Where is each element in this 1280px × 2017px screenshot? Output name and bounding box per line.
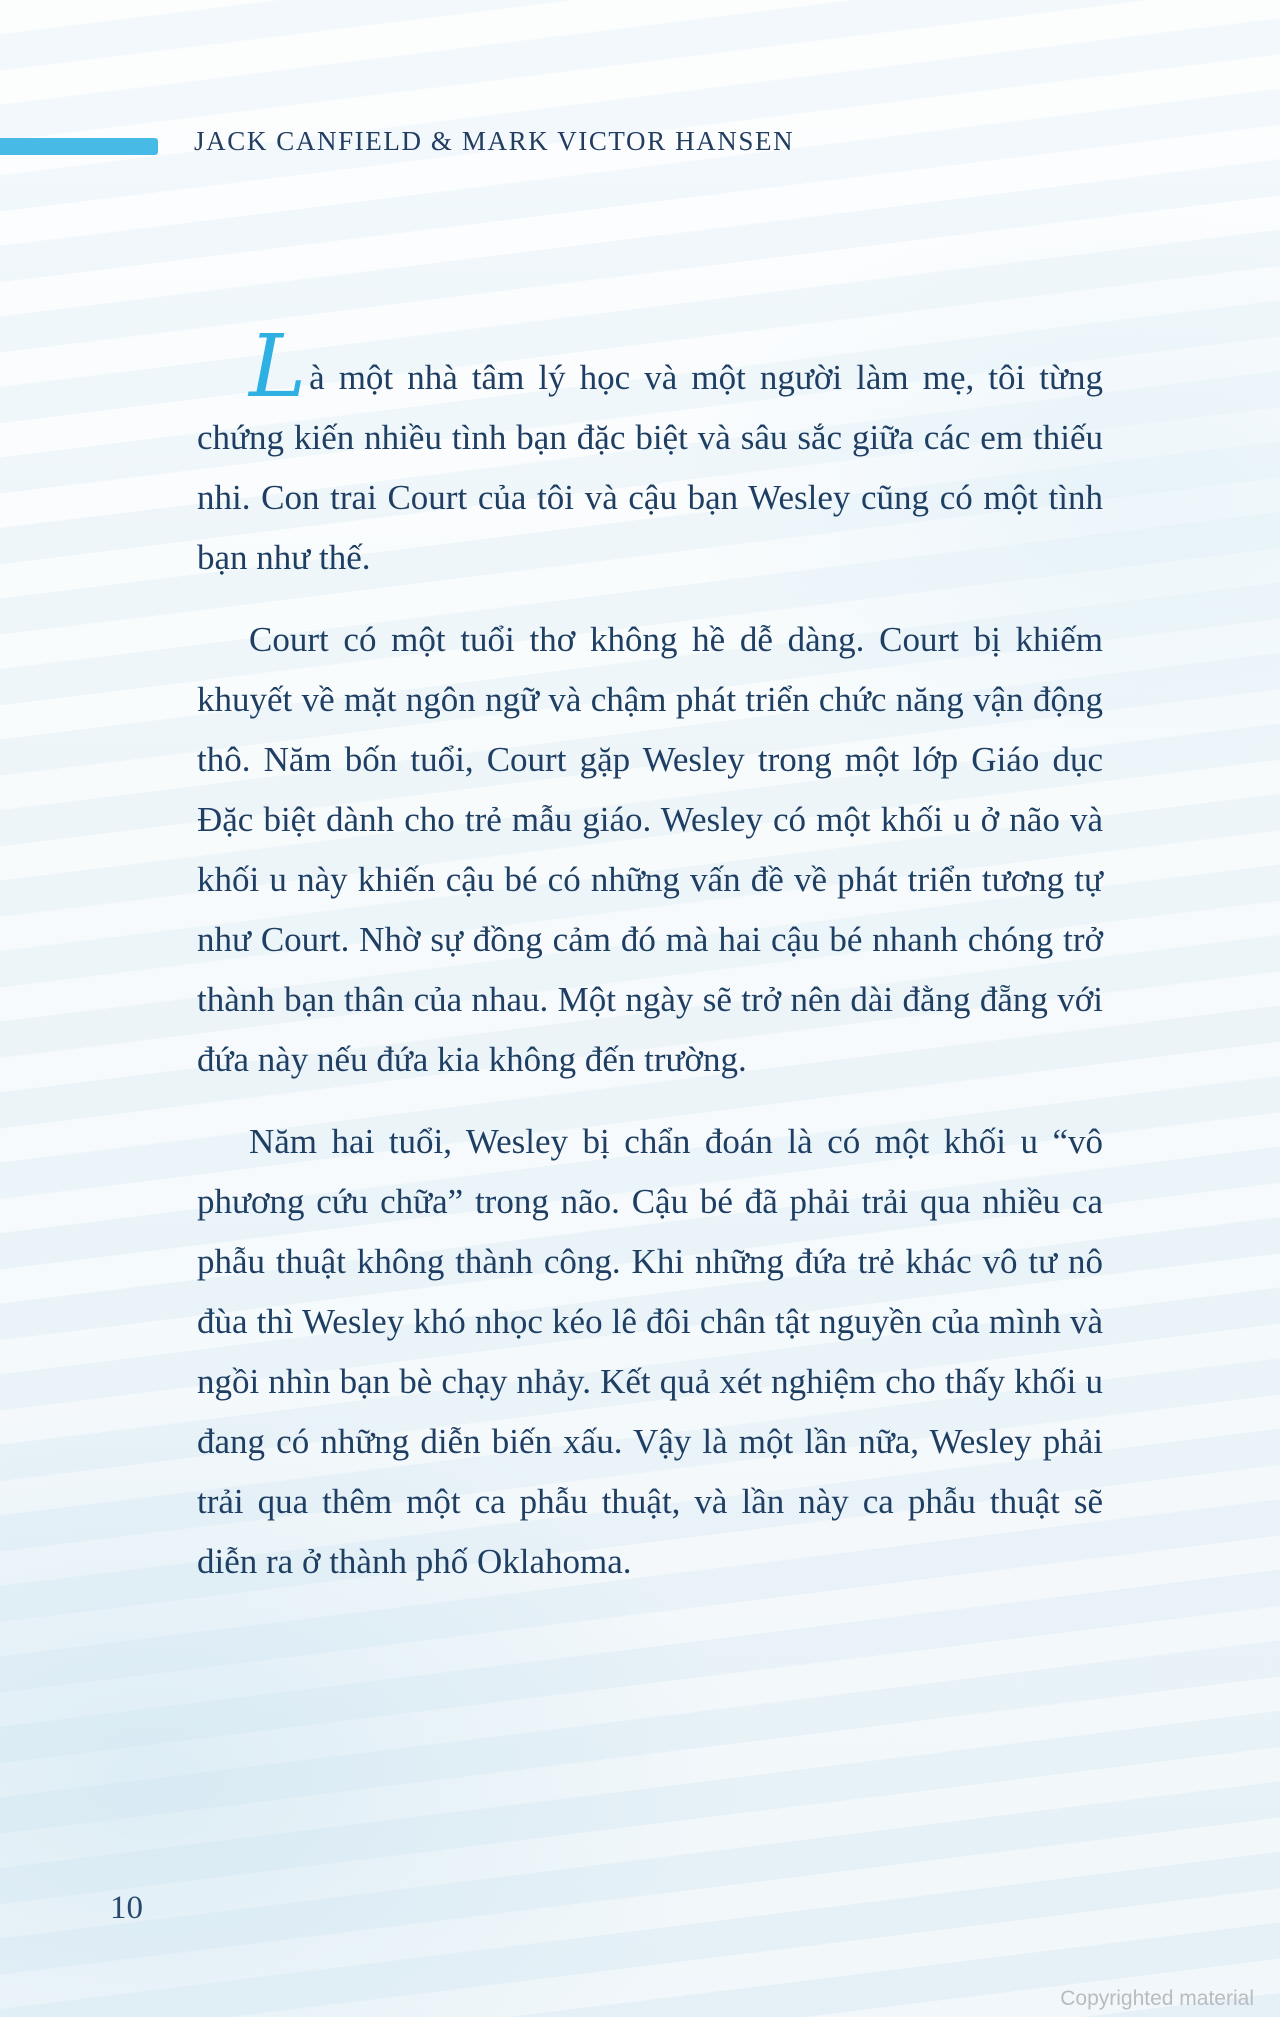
body-text: [197, 317, 1103, 1592]
header-accent-bar: [0, 138, 158, 155]
paragraph-3: Năm hai tuổi, Wesley bị chẩn đoán là có một khối u “vô phương cứu chữa” trong não. Cậu bé đã phải trải qua nhiều ca phẫu thuật không thành công. Khi những đứa trẻ khác vô tư nô đùa thì Wesley khó nhọc kéo lê đôi chân tật nguyền của mình và ngồi nhìn bạn bè chạy nhảy. Kết quả xét nghiệm cho thấy khối u đang có những diễn biến xấu. Vậy là một lần nữa, Wesley phải trải qua thêm một ca phẫu thuật, và lần này ca phẫu thuật sẽ diễn ra ở thành phố Oklahoma.: [197, 1122, 1103, 1581]
dropcap-letter: L: [249, 317, 307, 417]
copyright-watermark: Copyrighted material: [1060, 1987, 1254, 2010]
paragraph-2: Court có một tuổi thơ không hề dễ dàng. Court bị khiếm khuyết về mặt ngôn ngữ và chậm phát triển chức năng vận động thô. Năm bốn tuổi, Court gặp Wesley trong một lớp Giáo dục Đặc biệt dành cho trẻ mẫu giáo. Wesley có một khối u ở não và khối u này khiến cậu bé có những vấn đề về phát triển tương tự như Court. Nhờ sự đồng cảm đó mà hai cậu bé nhanh chóng trở thành bạn thân của nhau. Một ngày sẽ trở nên dài đằng đẵng với đứa này nếu đứa kia không đến trường.: [197, 620, 1103, 1079]
page-number: 10: [110, 1890, 143, 1926]
author-line: JACK CANFIELD & MARK VICTOR HANSEN: [194, 126, 795, 156]
paragraph-1: [197, 317, 1103, 588]
paragraph-1-text: à một nhà tâm lý học và một người làm mẹ, tôi từng chứng kiến nhiều tình bạn đặc biệt và sâu sắc giữa các em thiếu nhi. Con trai Court của tôi và cậu bạn Wesley cũng có một tình bạn như thế.: [197, 358, 1103, 577]
